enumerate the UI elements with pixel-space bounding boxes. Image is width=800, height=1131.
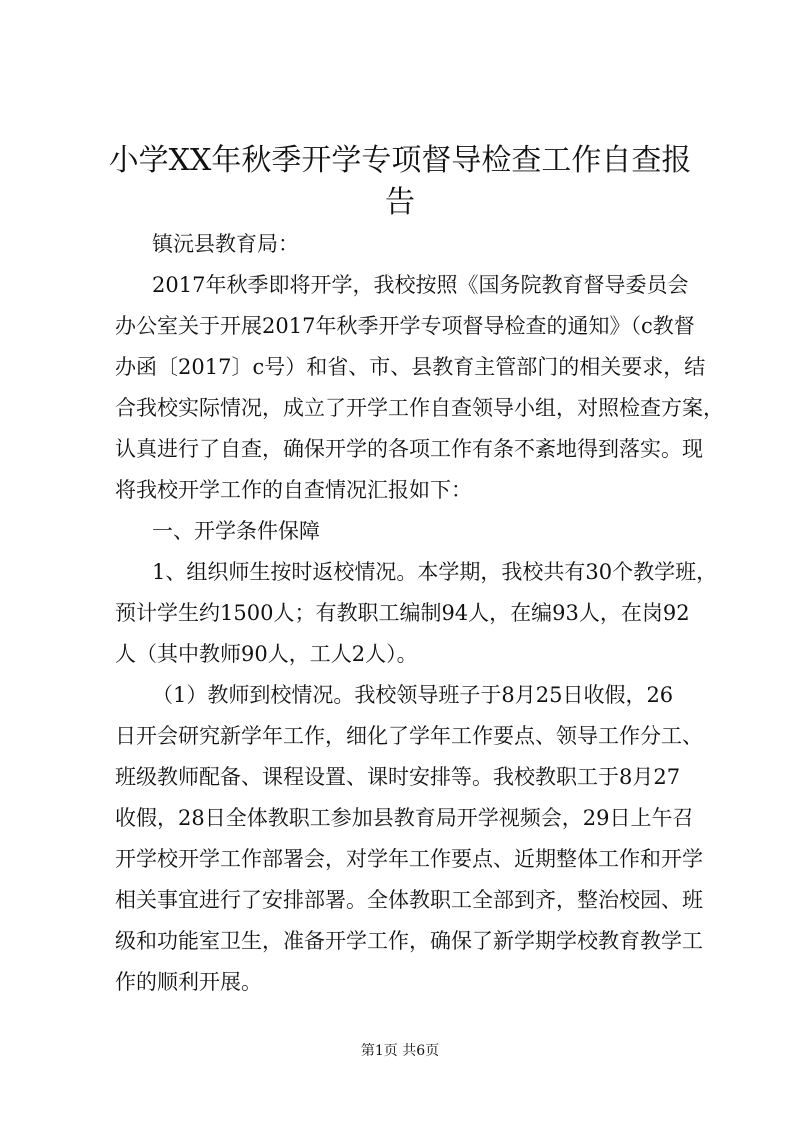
paragraph-line: 预计学生约1500人；有教职工编制94人，在编93人，在岗92 <box>115 601 690 625</box>
page-footer: 第1页 共6页 <box>360 1043 440 1059</box>
paragraph-line: 人（其中教师90人，工人2人）。 <box>115 642 418 666</box>
paragraph-line: 办公室关于开展2017年秋季开学专项督导检查的通知》（c教督 <box>115 314 695 338</box>
paragraph-line: 认真进行了自查，确保开学的各项工作有条不紊地得到落实。现 <box>115 437 703 461</box>
paragraph-line: 相关事宜进行了安排部署。全体教职工全部到齐，整治校园、班 <box>115 888 703 912</box>
paragraph-line: （1）教师到校情况。我校领导班子于8月25日收假，26 <box>152 683 674 707</box>
paragraph-line: 1、组织师生按时返校情况。本学期，我校共有30个教学班， <box>152 560 718 584</box>
section-heading: 一、开学条件保障 <box>152 519 320 543</box>
paragraph-line: 级和功能室卫生，准备开学工作，确保了新学期学校教育教学工 <box>115 929 703 953</box>
paragraph-line: 收假，28日全体教职工参加县教育局开学视频会，29日上午召 <box>115 806 694 830</box>
title-line-2: 告 <box>385 185 415 220</box>
paragraph-line: 2017年秋季即将开学，我校按照《国务院教育督导委员会 <box>152 273 689 297</box>
document-title <box>100 140 700 224</box>
paragraph-line: 班级教师配备、课程设置、课时安排等。我校教职工于8月27 <box>115 765 681 789</box>
paragraph-line: 合我校实际情况，成立了开学工作自查领导小组，对照检查方案， <box>115 396 724 420</box>
salutation: 镇沅县教育局： <box>152 232 299 256</box>
paragraph-line: 办函〔2017〕c号）和省、市、县教育主管部门的相关要求，结 <box>115 355 706 379</box>
title-line-1: 小学XX年秋季开学专项督导检查工作自查报 <box>108 143 692 178</box>
paragraph-line: 将我校开学工作的自查情况汇报如下： <box>115 478 472 502</box>
paragraph-line: 作的顺利开展。 <box>115 970 262 994</box>
paragraph-line: 开学校开学工作部署会，对学年工作要点、近期整体工作和开学 <box>115 847 703 871</box>
paragraph-line: 日开会研究新学年工作，细化了学年工作要点、领导工作分工、 <box>115 724 703 748</box>
